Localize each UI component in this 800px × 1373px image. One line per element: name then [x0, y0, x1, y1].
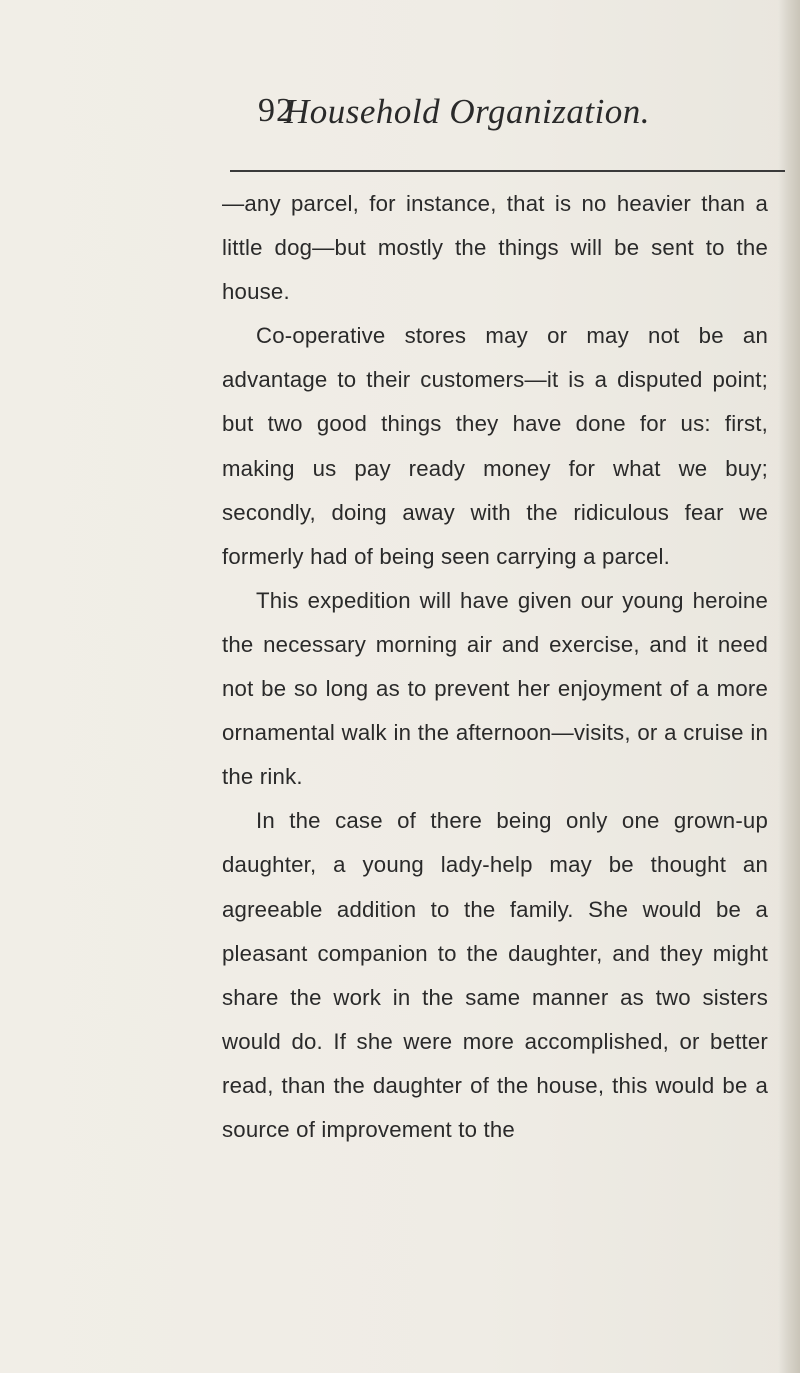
- running-title: Household Organization.: [284, 92, 651, 131]
- body-text: [222, 182, 768, 1152]
- paragraph-lady-help: In the case of there being only one grown-up daughter, a young lady-help may be thought an agreeable addition to the family. She would be a pleasant companion to the daughter, and they might share the work in the same manner as two sisters would do. If she were more accomplished, or better read, than the daughter of the house, this would be a source of improvement to the: [222, 808, 768, 1142]
- paragraph-expedition: This expedition will have given our young heroine the necessary morning air and exercise, and it need not be so long as to prevent her enjoyment of a more ornamental walk in the afternoon—visits, or a cruise in the rink.: [222, 587, 768, 790]
- page-header: [258, 92, 778, 142]
- paragraph-cooperative-stores: Co-operative stores may or may not be an advantage to their customers—it is a disputed point; but two good things they have done for us: first, making us pay ready money for what we buy; secondly, doing away with the ridiculous fear we formerly had of being seen carrying a parcel.: [222, 323, 768, 569]
- paragraph-continuation: —any parcel, for instance, that is no heavier than a little dog—but mostly the things will be sent to the house.: [222, 191, 768, 305]
- header-rule: [230, 170, 785, 172]
- page-number: 92: [258, 92, 294, 129]
- page-edge-shadow: [778, 0, 800, 1373]
